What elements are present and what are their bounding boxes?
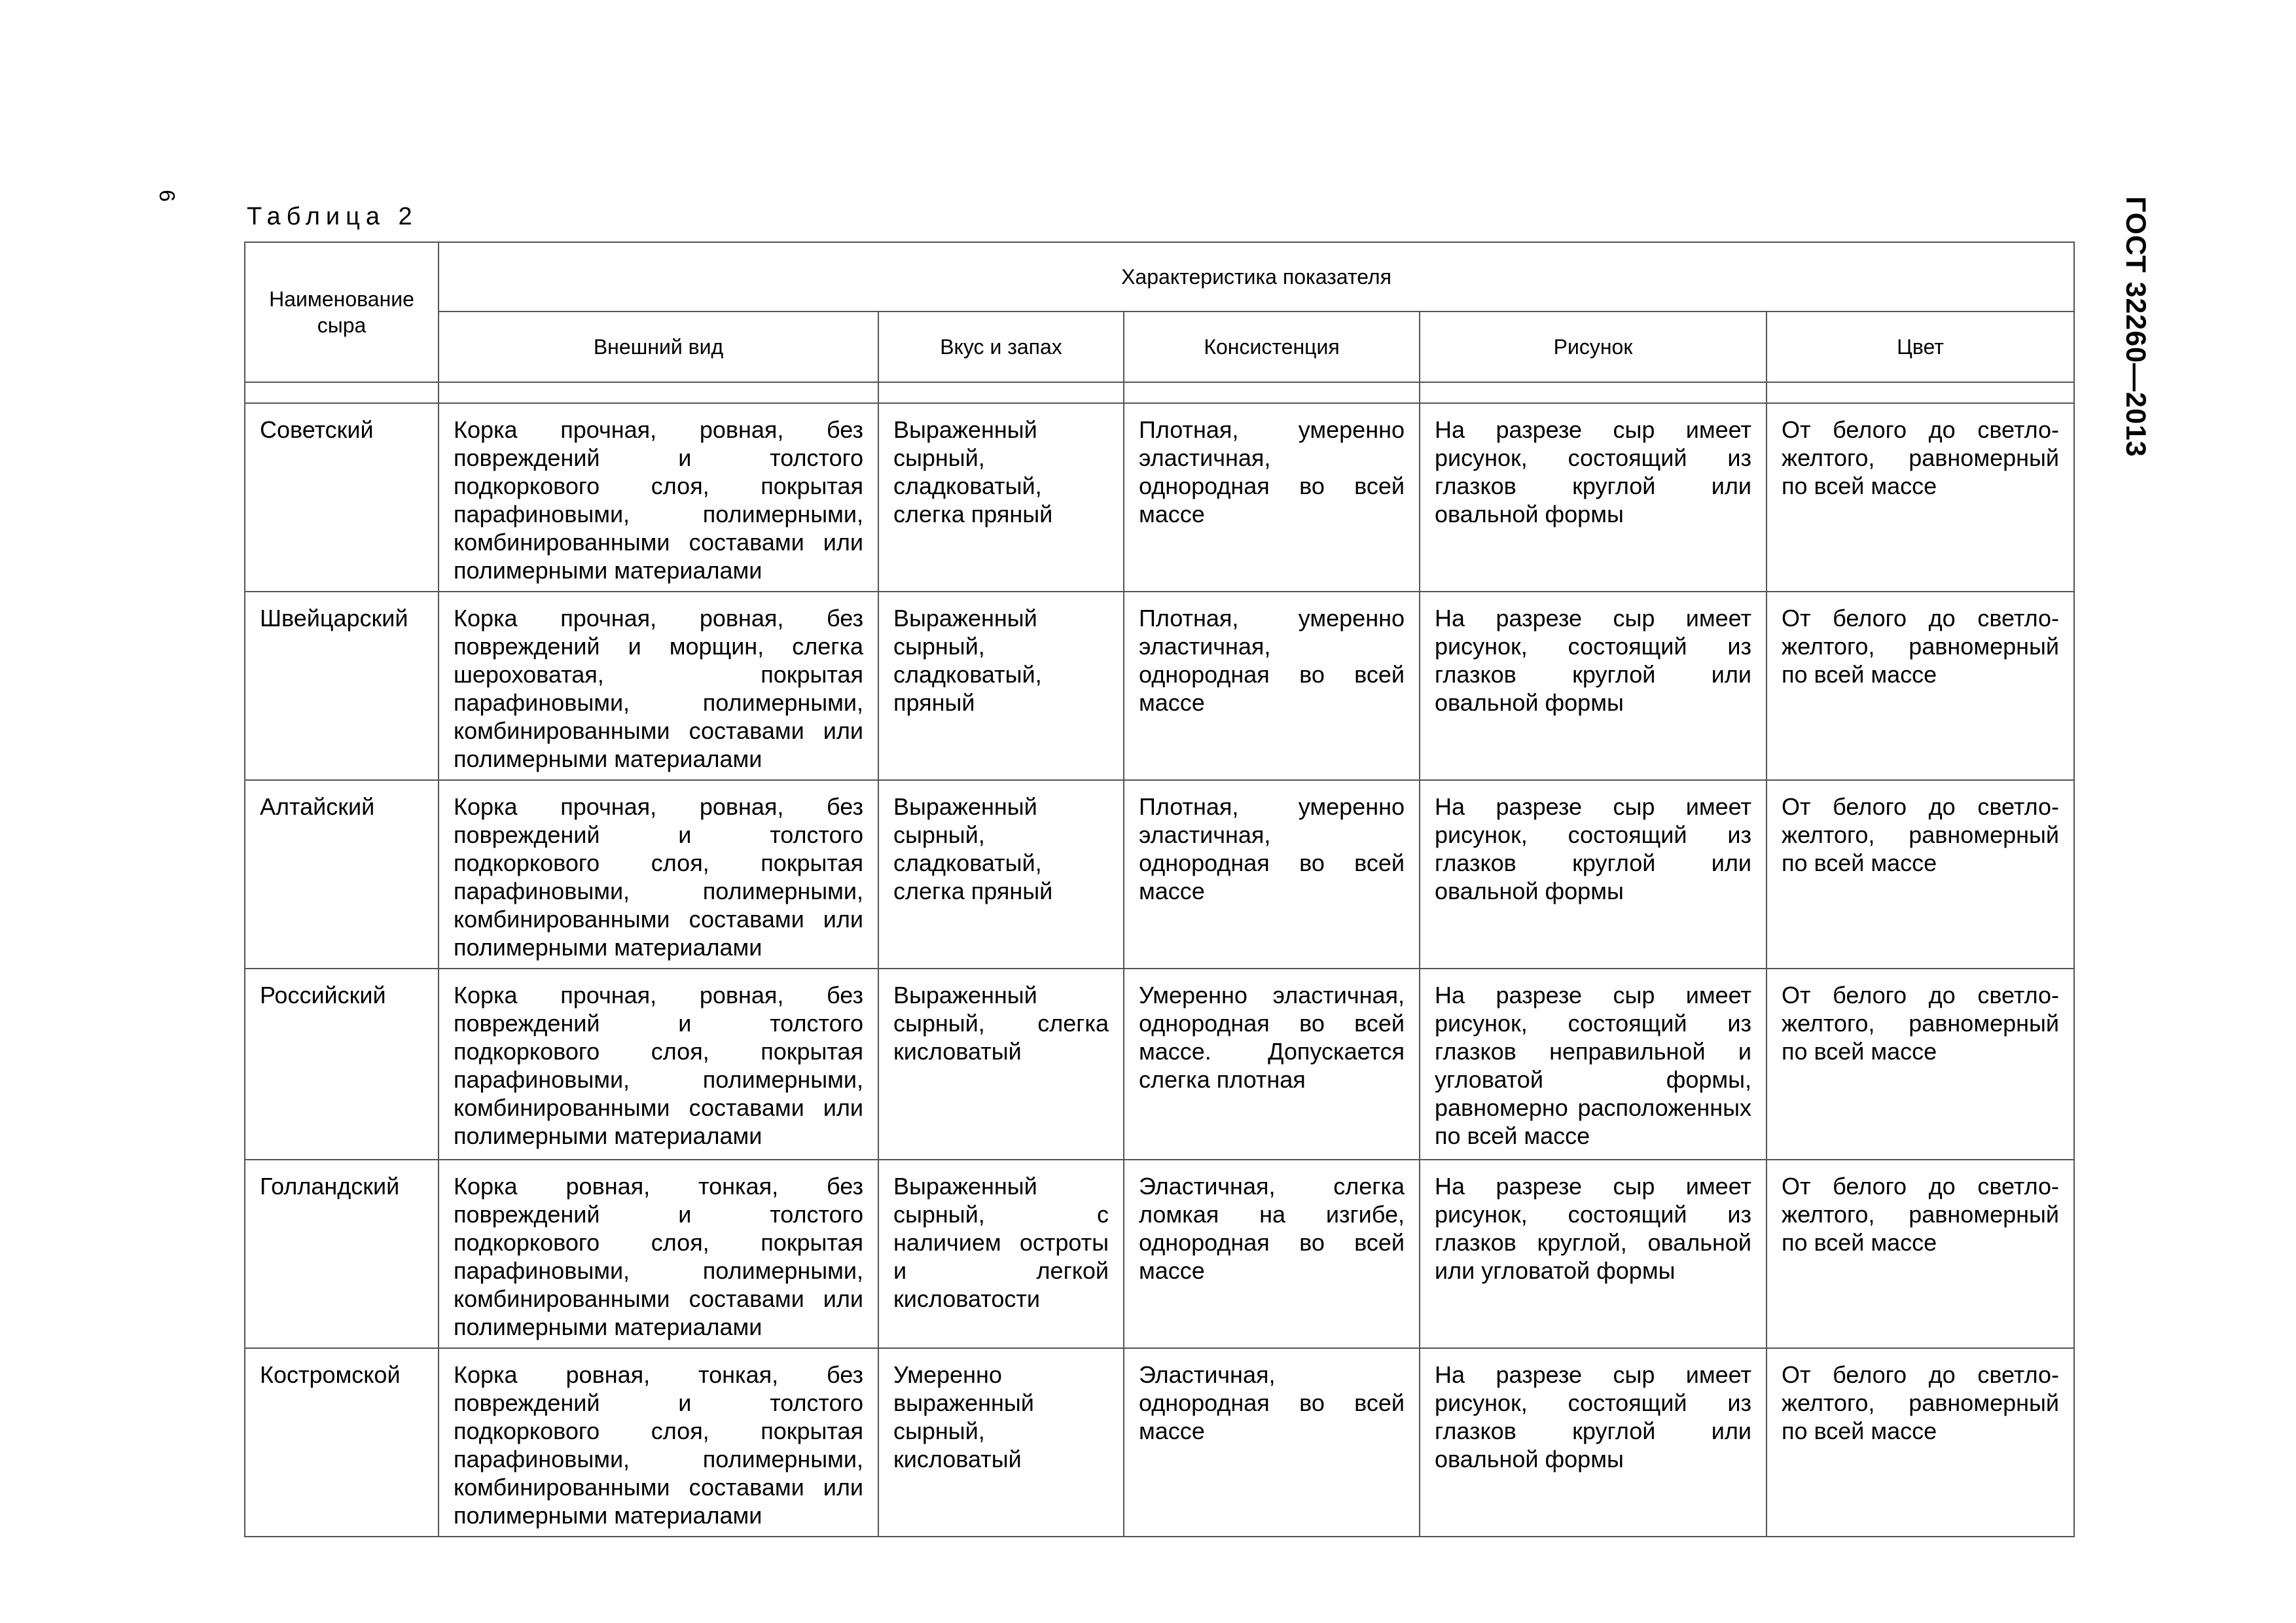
header-characteristics: Характеристика показателя — [439, 242, 2074, 312]
cell-cheese-name: Костромской — [245, 1348, 439, 1537]
cell-color: От белого до светло-желтого, равномерный по всей массе — [1767, 592, 2074, 780]
cell-pattern: На разрезе сыр имеет рисунок, состоящий из глазков круглой или овальной формы — [1420, 1348, 1767, 1537]
cell-appearance: Корка прочная, ровная, без повреждений и толстого подкоркового слоя, покрытая парафиновыми, полимерными, комбинированными составами или полимерными материалами — [439, 780, 878, 969]
cell-taste-smell: Выраженный сырный, с наличием остроты и легкой кисловатости — [878, 1160, 1124, 1348]
cell-consistency: Умеренно эластичная, однородная во всей массе. Допускается слегка плотная — [1124, 969, 1420, 1160]
cell-taste-smell: Умеренно выраженный сырный, кисловатый — [878, 1348, 1124, 1537]
header-color: Цвет — [1767, 312, 2074, 382]
cell-cheese-name: Российский — [245, 969, 439, 1160]
cell-taste-smell: Выраженный сырный, слегка кисловатый — [878, 969, 1124, 1160]
table-row — [245, 780, 2074, 969]
page-number: 6 — [155, 190, 179, 202]
cell-color: От белого до светло-желтого, равномерный по всей массе — [1767, 1160, 2074, 1348]
cell-color: От белого до светло-желтого, равномерный по всей массе — [1767, 780, 2074, 969]
cell-appearance: Корка ровная, тонкая, без повреждений и толстого подкоркового слоя, покрытая парафиновыми, полимерными, комбинированными составами или полимерными материалами — [439, 1348, 878, 1537]
table-row — [245, 969, 2074, 1160]
cell-color: От белого до светло-желтого, равномерный по всей массе — [1767, 1348, 2074, 1537]
cell-pattern: На разрезе сыр имеет рисунок, состоящий из глазков круглой, овальной или угловатой формы — [1420, 1160, 1767, 1348]
document-code: ГОСТ 32260—2013 — [2120, 196, 2151, 457]
table-row — [245, 403, 2074, 592]
cell-taste-smell: Выраженный сырный, сладковатый, слегка пряный — [878, 403, 1124, 592]
cell-pattern: На разрезе сыр имеет рисунок, состоящий из глазков круглой или овальной формы — [1420, 780, 1767, 969]
header-appearance: Внешний вид — [439, 312, 878, 382]
cell-pattern: На разрезе сыр имеет рисунок, состоящий из глазков круглой или овальной формы — [1420, 403, 1767, 592]
table-row — [245, 592, 2074, 780]
cell-pattern: На разрезе сыр имеет рисунок, состоящий из глазков круглой или овальной формы — [1420, 592, 1767, 780]
cell-consistency: Плотная, умеренно эластичная, однородная во всей массе — [1124, 403, 1420, 592]
table-row — [245, 1348, 2074, 1537]
cell-appearance: Корка прочная, ровная, без повреждений и толстого подкоркового слоя, покрытая парафиновыми, полимерными, комбинированными составами или полимерными материалами — [439, 403, 878, 592]
cell-consistency: Плотная, умеренно эластичная, однородная во всей массе — [1124, 780, 1420, 969]
cell-cheese-name: Алтайский — [245, 780, 439, 969]
cell-pattern: На разрезе сыр имеет рисунок, состоящий из глазков неправильной и угловатой формы, равномерно расположенных по всей массе — [1420, 969, 1767, 1160]
table-caption: Таблица 2 — [247, 203, 418, 230]
cell-cheese-name: Голландский — [245, 1160, 439, 1348]
cell-taste-smell: Выраженный сырный, сладковатый, пряный — [878, 592, 1124, 780]
cell-color: От белого до светло-желтого, равномерный по всей массе — [1767, 969, 2074, 1160]
cell-consistency: Эластичная, однородная во всей массе — [1124, 1348, 1420, 1537]
cell-cheese-name: Советский — [245, 403, 439, 592]
cell-consistency: Плотная, умеренно эластичная, однородная во всей массе — [1124, 592, 1420, 780]
header-consistency: Консистенция — [1124, 312, 1420, 382]
header-separator — [245, 382, 2074, 403]
cell-appearance: Корка прочная, ровная, без повреждений и морщин, слегка шероховатая, покрытая парафиновыми, полимерными, комбинированными составами или полимерными материалами — [439, 592, 878, 780]
cell-color: От белого до светло-желтого, равномерный по всей массе — [1767, 403, 2074, 592]
header-cheese-name: Наименование сыра — [245, 242, 439, 382]
cell-consistency: Эластичная, слегка ломкая на изгибе, однородная во всей массе — [1124, 1160, 1420, 1348]
header-taste-smell: Вкус и запах — [878, 312, 1124, 382]
cheese-characteristics-table — [244, 241, 2075, 1537]
cell-cheese-name: Швейцарский — [245, 592, 439, 780]
table-row — [245, 1160, 2074, 1348]
cell-taste-smell: Выраженный сырный, сладковатый, слегка пряный — [878, 780, 1124, 969]
cell-appearance: Корка прочная, ровная, без повреждений и толстого подкоркового слоя, покрытая парафиновыми, полимерными, комбинированными составами или полимерными материалами — [439, 969, 878, 1160]
header-pattern: Рисунок — [1420, 312, 1767, 382]
cell-appearance: Корка ровная, тонкая, без повреждений и толстого подкоркового слоя, покрытая парафиновыми, полимерными, комбинированными составами или полимерными материалами — [439, 1160, 878, 1348]
